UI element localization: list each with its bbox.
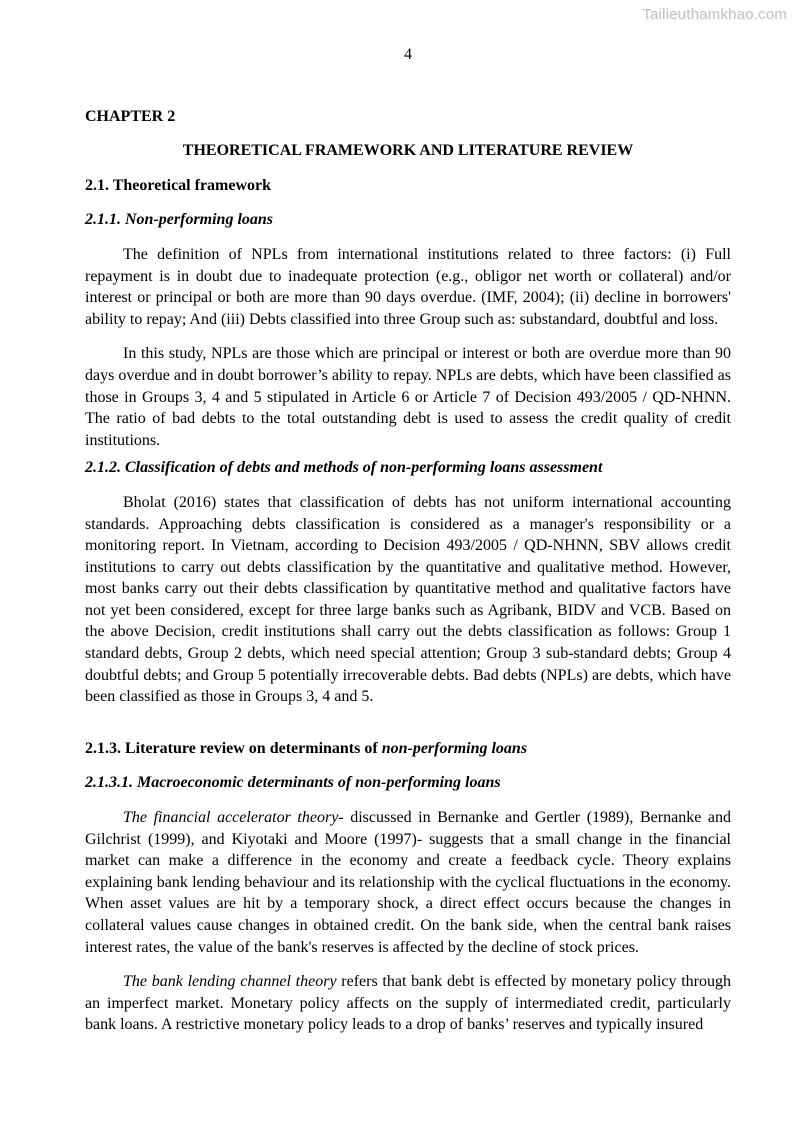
text-run: 2.1. Theoretical framework	[85, 176, 272, 194]
text-run: discussed in Bernanke and Gertler (1989), Bernanke and Gilchrist (1999), and Kiyotaki and Moore (1997)- suggests that a small change in the financial market can make a difference in the economy and create a feedback cycle. Theory explains explaining bank lending behaviour and its relationship with the cyclical fluctuations in the economy. When asset values are hit by a temporary shock, a direct effect occurs because the changes in collateral values cause changes in obtained credit. On the bank side, when the central bank raises interest rates, the value of the bank's reserves is affected by the decline of stock prices.	[85, 809, 731, 956]
document-body	[85, 0, 731, 1036]
text-run: The financial accelerator theory-	[123, 809, 344, 827]
text-run: 2.1.1. Non-performing loans	[85, 211, 274, 229]
watermark: Tailieuthamkhao.com	[642, 6, 787, 23]
text-run: 2.1.2. Classification of debts and methods of non-performing loans assessment	[85, 459, 603, 477]
page-number: 4	[404, 46, 412, 63]
section-heading	[85, 209, 731, 231]
chapter-title: THEORETICAL FRAMEWORK AND LITERATURE REVIEW	[182, 142, 634, 160]
text-run: 2.1.3.1. Macroeconomic determinants of non-performing loans	[85, 774, 501, 792]
body-paragraph	[85, 971, 731, 1036]
chapter-heading: CHAPTER 2	[85, 107, 176, 125]
text-run: The definition of NPLs from international institutions related to three factors: (i) Full repayment is in doubt due to inadequate protection (e.g., obligor net worth or collateral) and/or interest or principal or both are more than 90 days overdue. (IMF, 2004); (ii) decline in borrowers' ability to repay; And (iii) Debts classified into three Group such as: substandard, doubtful and loss.	[85, 245, 731, 328]
text-run: The bank lending channel theory	[123, 973, 337, 991]
text-run: Bholat (2016) states that classification of debts has not uniform international accounting standards. Approaching debts classification is considered as a manager's responsibility or a monitoring report. In Vietnam, according to Decision 493/2005 / QD-NHNN, SBV allows credit institutions to carry out debts classification by the quantitative and qualitative method. However, most banks carry out their debts classification by quantitative method and qualitative factors have not yet been considered, except for three large banks such as Agribank, BIDV and VCB. Based on the above Decision, credit institutions shall carry out the debts classification as follows: Group 1 standard debts, Group 2 debts, which need special attention; Group 3 sub-standard debts; Group 4 doubtful debts; and Group 5 potentially irrecoverable debts. Bad debts (NPLs) are debts, which have been classified as those in Groups 3, 4 and 5.	[85, 493, 731, 706]
text-run: 2.1.3. Literature review on determinants of	[85, 739, 382, 757]
text-run: refers that bank debt is effected by monetary policy through an imperfect market. Monetary policy affects on the supply of intermediated credit, particularly bank loans. A restrictive monetary policy leads to a drop of banks’ reserves and typically insured	[85, 973, 731, 1034]
section-heading	[85, 738, 731, 760]
text-run: non-performing loans	[381, 739, 528, 757]
body-paragraph	[85, 244, 731, 330]
text-run: In this study, NPLs are those which are principal or interest or both are overdue more than 90 days overdue and in doubt borrower’s ability to repay. NPLs are debts, which have been classified as those in Groups 3, 4 and 5 stipulated in Article 6 or Article 7 of Decision 493/2005 / QD-NHNN. The ratio of bad debts to the total outstanding debt is used to assess the credit quality of credit institutions.	[85, 345, 731, 449]
body-paragraph	[85, 343, 731, 451]
section-heading	[85, 772, 731, 794]
section-heading	[85, 175, 731, 197]
body-paragraph	[85, 492, 731, 708]
body-paragraph	[85, 807, 731, 958]
section-heading	[85, 457, 731, 479]
